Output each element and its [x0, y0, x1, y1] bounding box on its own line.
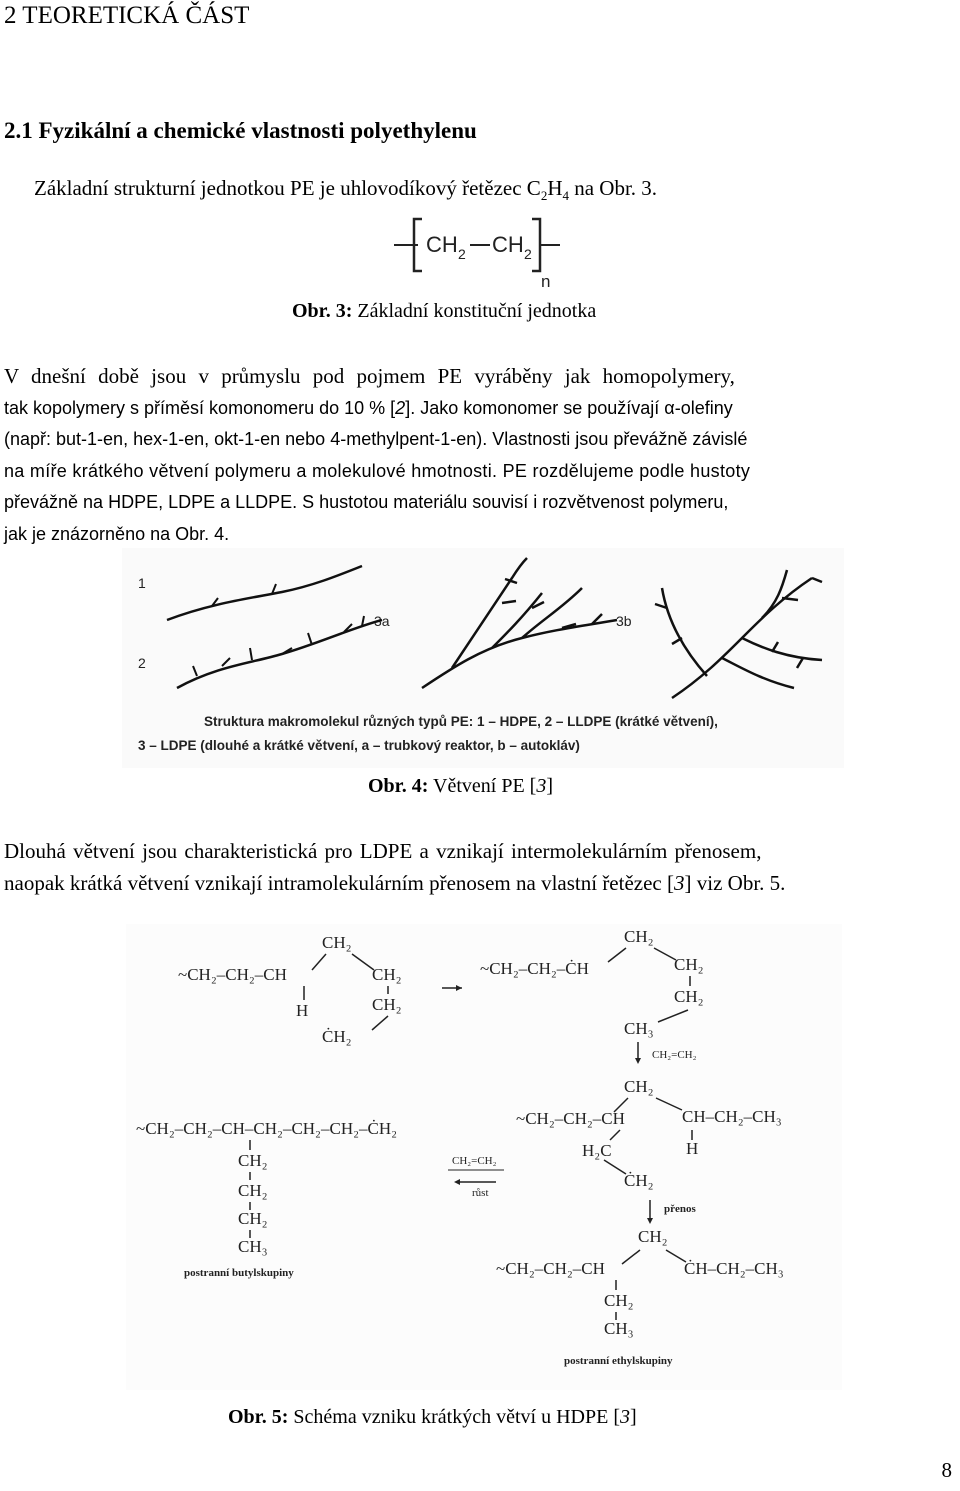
- prenos-label: přenos: [664, 1203, 696, 1215]
- s4-ch2-dot: ĊH₂: [624, 1171, 654, 1190]
- s4-h2c: H₂C: [582, 1141, 612, 1160]
- intro-before: Základní strukturní jednotkou PE je uhlovodíkový řetězec C: [34, 176, 541, 200]
- figure-4-caption-ref: 3: [536, 775, 547, 797]
- reaction-scheme: [126, 924, 842, 1390]
- formula-ch-2: CH: [492, 232, 524, 257]
- s5-ch3: CH₃: [604, 1319, 634, 1338]
- figure-5-image: [126, 924, 842, 1390]
- subsection-title: 2.1 Fyzikální a chemické vlastnosti polyethylenu: [4, 118, 477, 143]
- figure-3-caption: [292, 300, 596, 323]
- ethene-2: CH₂=CH₂: [452, 1155, 497, 1167]
- figure-4-image: [122, 548, 844, 768]
- s4-side: CH–CH₂–CH₃: [682, 1107, 782, 1126]
- para1-l2b: ]. Jako komonomer se používají α-olefiny: [405, 397, 733, 418]
- figure-5-caption: [228, 1406, 637, 1429]
- s4-h: H: [686, 1139, 699, 1158]
- para1-line-5: převážně na HDPE, LDPE a LLDPE. S hustotou materiálu souvisí i rozvětvenost polymeru,: [4, 492, 729, 512]
- paragraph-2: [4, 836, 958, 899]
- s5-chain: ~CH₂–CH₂–CH: [496, 1259, 605, 1278]
- s4-chain: ~CH₂–CH₂–CH: [516, 1109, 625, 1128]
- s5-ch2: CH₂: [604, 1291, 634, 1310]
- figure-5-caption-end: ]: [629, 1406, 637, 1428]
- para1-line-6: jak je znázorněno na Obr. 4.: [4, 523, 230, 544]
- s1-ch2-top: CH₂: [322, 933, 352, 952]
- fig4-inner-caption-2: 3 – LDPE (dlouhé a krátké větvení, a – trubkový reaktor, b – autokláv): [138, 738, 580, 753]
- s2-chain: ~CH₂–CH₂–ĊH: [480, 959, 589, 978]
- s2-ch2-right: CH₂: [674, 955, 704, 974]
- s3-ch2-3: CH₂: [238, 1209, 268, 1228]
- s1-h: H: [296, 1001, 309, 1020]
- para1-l3b: Vlastnosti jsou převážně závislé: [487, 429, 748, 449]
- s2-ch2-lower: CH₂: [674, 987, 704, 1006]
- para2-ref: 3: [674, 870, 685, 895]
- intro-text: [34, 176, 657, 204]
- para2-l2b: ] viz Obr. 5.: [684, 870, 786, 895]
- figure-5-caption-text: Schéma vzniku krátkých větví u HDPE [: [288, 1406, 620, 1428]
- figure-5-caption-label: Obr. 5:: [228, 1406, 289, 1428]
- s2-ch2-top: CH₂: [624, 927, 654, 946]
- s3-ch2-2: CH₂: [238, 1181, 268, 1200]
- s4-ch2-top: CH₂: [624, 1077, 654, 1096]
- s1-ch2-lower: CH₂: [372, 995, 402, 1014]
- fig4-label-3a: 3a: [374, 613, 390, 629]
- branching-diagram: [122, 548, 844, 768]
- figure-3-caption-text: Základní konstituční jednotka: [352, 300, 597, 322]
- para1-ref-2: 2: [395, 397, 406, 418]
- s5-ch2-top: CH₂: [638, 1227, 668, 1246]
- s1-ch2-right: CH₂: [372, 965, 402, 984]
- intro-sub1: 2: [540, 188, 548, 204]
- butyl-label: postranní butylskupiny: [184, 1267, 294, 1279]
- figure-3-caption-label: Obr. 3:: [292, 300, 353, 322]
- s2-ch3: CH₃: [624, 1019, 654, 1038]
- intro-sub2: 4: [562, 188, 569, 204]
- figure-3-formula: [384, 205, 580, 293]
- para1-line-1: V dnešní době jsou v průmyslu pod pojmem PE vyráběny jak homopolymery,: [4, 364, 735, 388]
- formula-ch-1: CH: [426, 232, 458, 257]
- repeat-unit-diagram: [384, 205, 580, 293]
- fig4-label-2: 2: [138, 655, 146, 671]
- para1-line-3: [4, 424, 958, 456]
- s3-ch2-1: CH₂: [238, 1151, 268, 1170]
- figure-4-caption-end: ]: [546, 775, 554, 797]
- formula-n: n: [541, 272, 551, 291]
- para1-line-2: [4, 393, 958, 425]
- fig4-inner-caption-1: Struktura makromolekul různých typů PE: 1 – HDPE, 2 – LLDPE (krátké větvení),: [204, 714, 718, 729]
- para2-l2a: naopak krátká větvení vznikají intramolekulárním přenosem na vlastní řetězec [: [4, 870, 674, 895]
- figure-5-caption-ref: 3: [619, 1406, 630, 1428]
- s1-ch2-dot: ĊH₂: [322, 1027, 352, 1046]
- fig4-label-1: 1: [138, 575, 146, 591]
- section-title: 2 TEORETICKÁ ČÁST: [4, 2, 250, 29]
- intro-after: na Obr. 3.: [568, 176, 658, 200]
- page-number: 8: [941, 1458, 952, 1482]
- formula-sub-1: 2: [458, 246, 466, 262]
- s3-ch3: CH₃: [238, 1237, 268, 1256]
- paragraph-1: [4, 361, 958, 550]
- s5-side: ĊH–CH₂–CH₃: [684, 1259, 784, 1278]
- figure-4-caption-text: Větvení PE [: [428, 775, 537, 797]
- rust-label: růst: [472, 1187, 489, 1199]
- para1-l2a: tak kopolymery s příměsí komonomeru do 10 % [: [4, 397, 396, 418]
- formula-sub-2: 2: [524, 246, 532, 262]
- para2-line-1: Dlouhá větvení jsou charakteristická pro LDPE a vznikají intermolekulárním přenosem,: [4, 839, 762, 863]
- ethene-1: CH₂=CH₂: [652, 1049, 697, 1061]
- s3-chain: ~CH₂–CH₂–CH–CH₂–CH₂–CH₂–ĊH₂: [136, 1119, 398, 1138]
- fig4-label-3b: 3b: [616, 613, 632, 629]
- intro-mid: H: [547, 176, 563, 200]
- para1-line-4: na míře krátkého větvení polymeru a molekulové hmotnosti. PE rozdělujeme podle hustoty: [4, 460, 751, 481]
- para1-l3a: (např: but-1-en, hex-1-en, okt-1-en nebo 4-methylpent-1-en).: [4, 429, 488, 449]
- figure-4-caption-label: Obr. 4:: [368, 775, 429, 797]
- para2-line-2: [4, 868, 958, 900]
- s1-chain: ~CH₂–CH₂–CH: [178, 965, 287, 984]
- figure-4-caption: [368, 775, 553, 798]
- ethyl-label: postranní ethylskupiny: [564, 1355, 673, 1367]
